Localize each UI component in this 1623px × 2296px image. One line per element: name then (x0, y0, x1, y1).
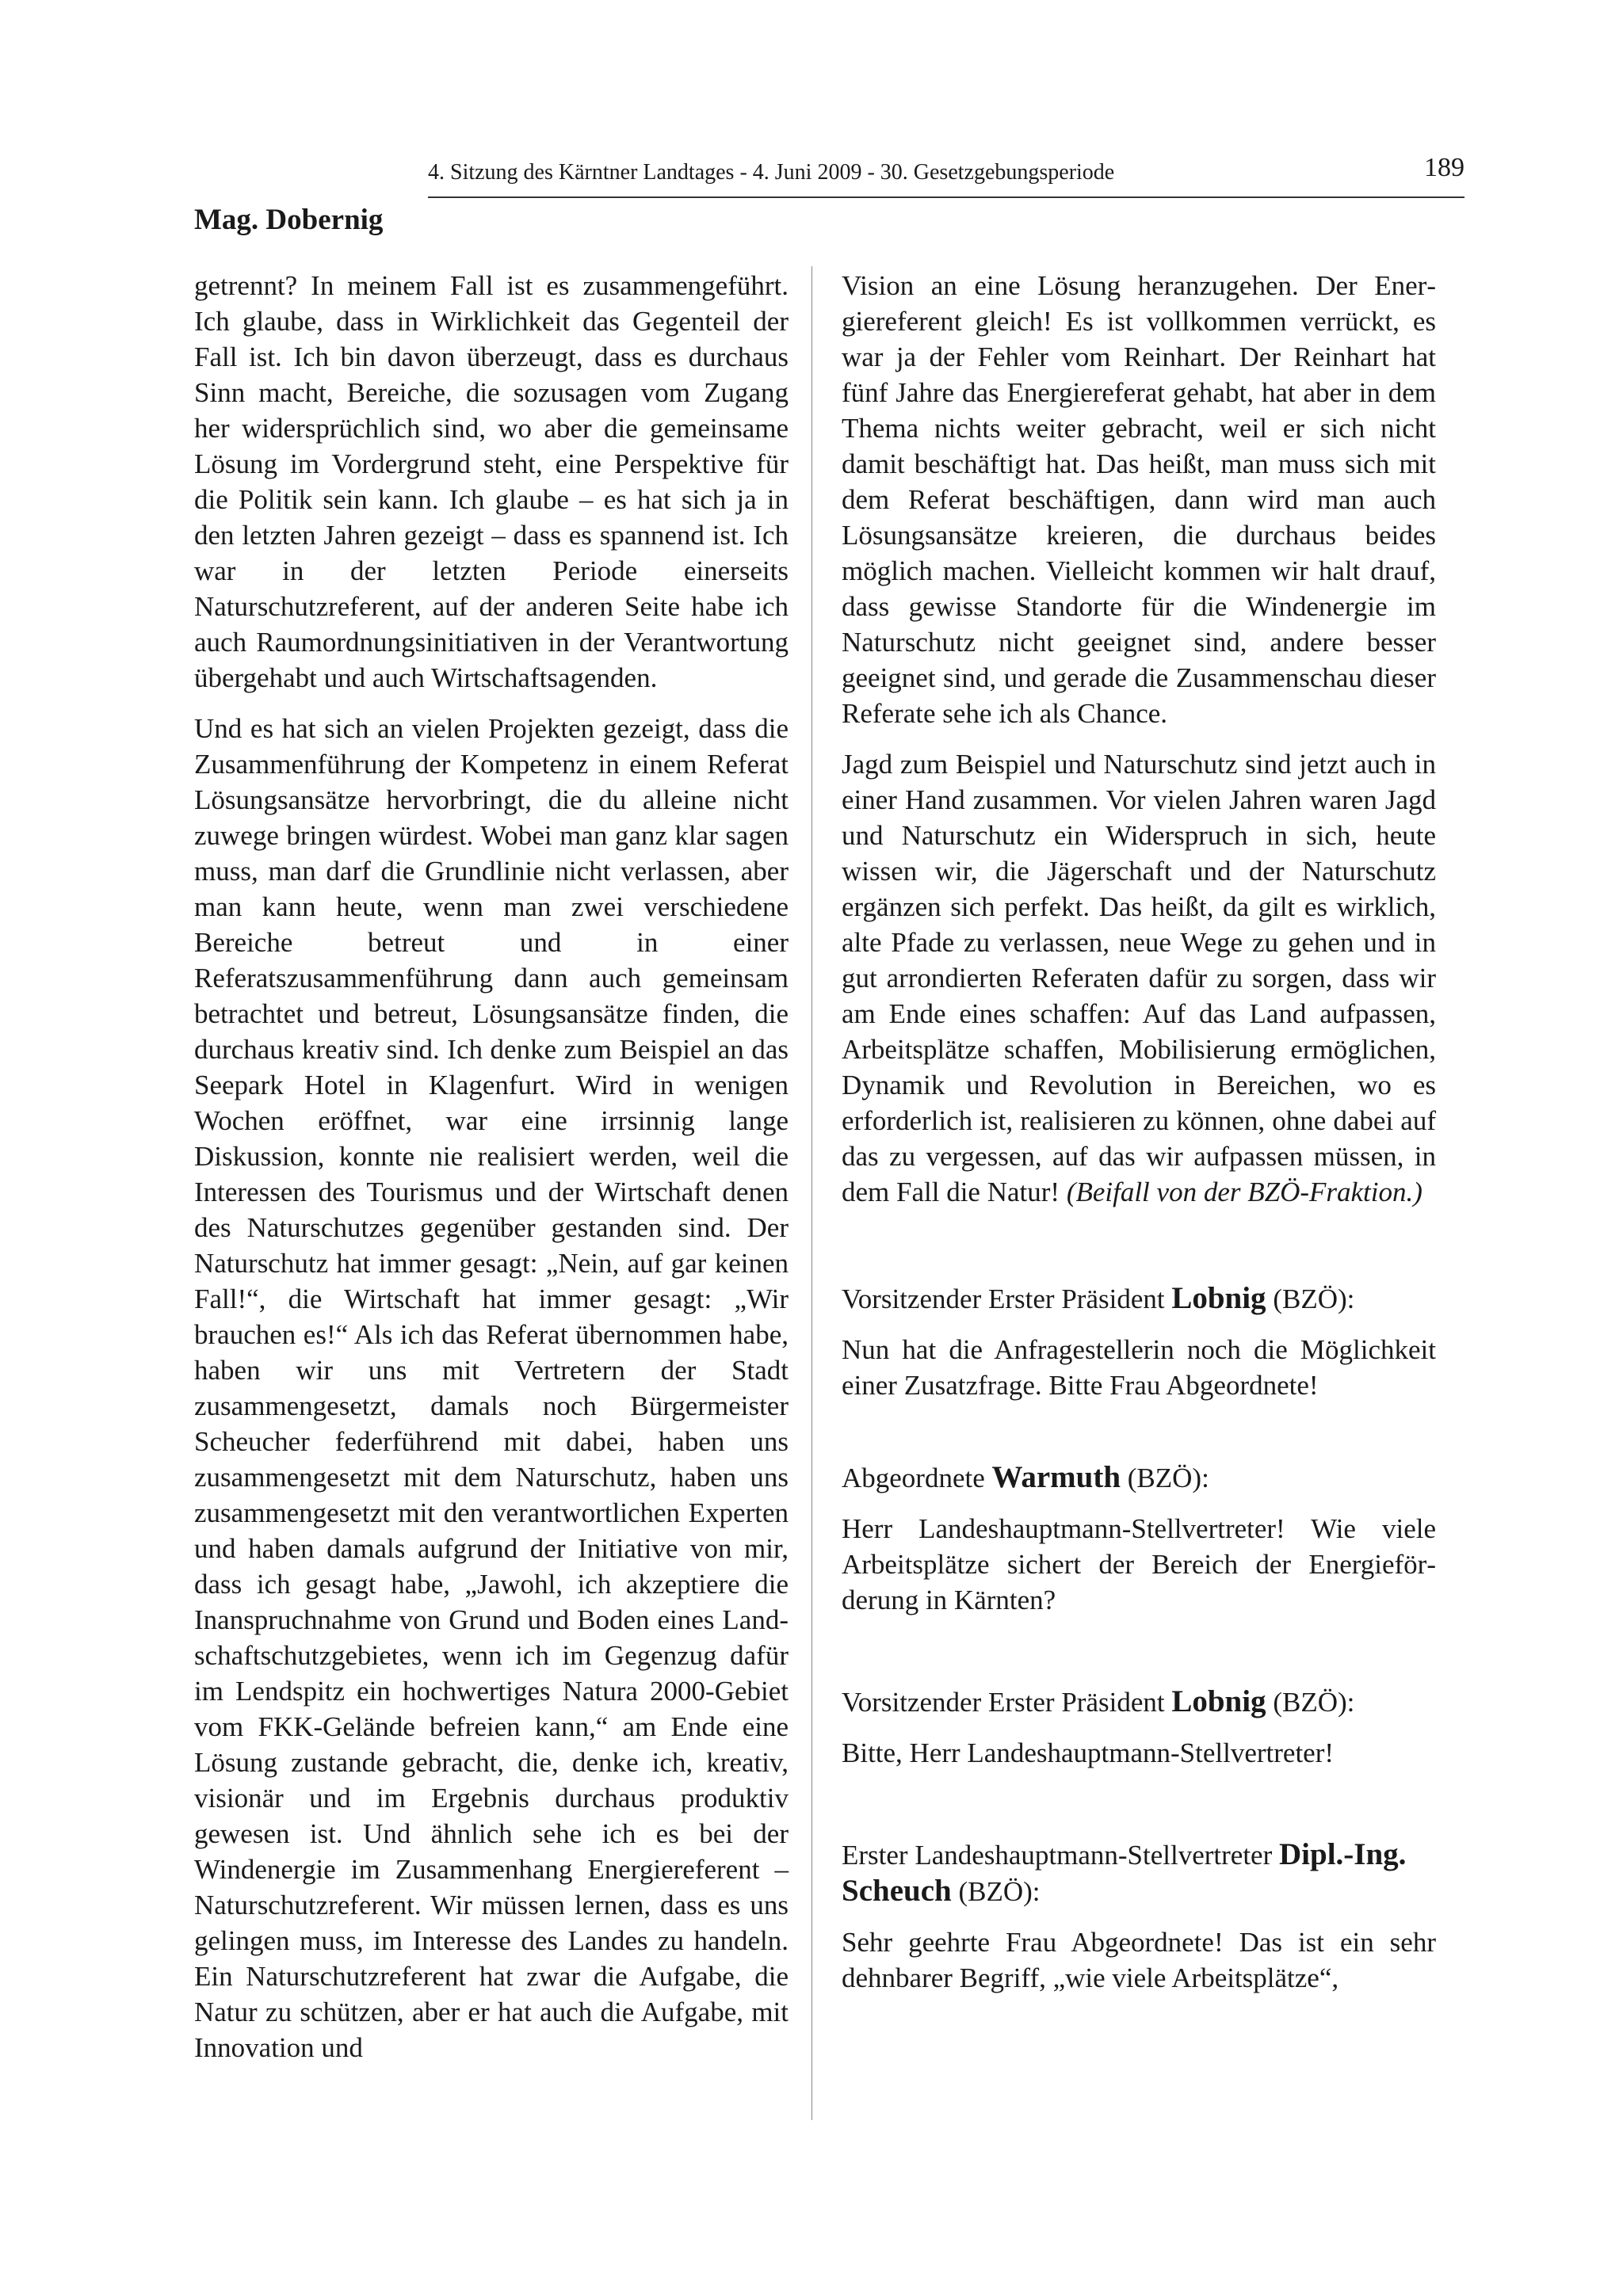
header-title: 4. Sitzung des Kärntner Landtages - 4. Juni 2009 - 30. Gesetzgebungsperiode (428, 160, 1115, 185)
spacer (842, 1225, 1436, 1280)
paragraph-text: Jagd zum Beispiel und Naturschutz sind jetzt auch in einer Hand zusammen. Vor vielen Jahren waren Jagd und Naturschutz ein Widerspruch in sich, heute wissen wir, die Jägerschaft und der Naturschutz ergänzen sich perfekt. Das heißt, da gilt es wirklich, alte Pfade zu verlassen, neue Wege zu gehen und in gut arrondierten Referaten dafür zu sorgen, dass wir am Ende eines schaffen: Auf das Land aufpassen, Arbeitsplätze schaffen, Mobilisierung ermöglichen, Dynamik und Revolution in Bereichen, wo es erforderlich ist, realisieren zu können, ohne dabei auf das zu vergessen, auf das wir aufpassen müssen, in dem Fall die Natur! (842, 749, 1436, 1207)
current-speaker-running-head: Mag. Dobernig (194, 204, 384, 236)
right-column (842, 268, 1436, 2011)
header-rule (428, 196, 1465, 198)
paragraph: Herr Landeshauptmann-Stellvertreter! Wie viele Arbeitsplätze sichert der Bereich der Energieförderung in Kärnten? (842, 1513, 1436, 1615)
speaker-heading (842, 1280, 1436, 1317)
paragraph-text: Vision an eine Lösung heranzugehen. Der Energiereferent gleich! Es ist vollkommen verrückt, es war ja der Fehler vom Reinhart. Der Reinhart hat fünf Jahre das Energiereferat gehabt, hat aber in dem Thema nichts weiter gebracht, weil er sich nicht damit beschäftigt hat. Das heißt, man muss sich mit dem Referat beschäftigen, dann wird man auch Lösungsansätze kreieren, die durchaus beides möglich machen. Vielleicht kommen wir halt drauf, dass gewisse Standorte für die Windenergie im Naturschutz nicht geeignet sind, andere besser geeignet sind, und gerade die Zusammenschau dieser Referate sehe ich als Chance. (842, 270, 1436, 729)
speaker-heading (842, 1836, 1436, 1909)
speaker-name: Lobnig (1171, 1281, 1266, 1315)
speaker-role: Vorsitzender Erster Präsident (842, 1283, 1165, 1314)
speaker-name: Dipl.-Ing. Scheuch (842, 1837, 1407, 1908)
speaker-heading (842, 1459, 1436, 1496)
paragraph (842, 268, 1436, 731)
speaker-party: (BZÖ): (1273, 1687, 1355, 1718)
speaker-party: (BZÖ): (1127, 1463, 1209, 1493)
speaker-name: Warmuth (991, 1460, 1121, 1494)
paragraph: Nun hat die Anfragestellerin noch die Möglichkeit einer Zusatzfrage. Bitte Frau Abgeordnete! (842, 1334, 1436, 1401)
paragraph: getrennt? In meinem Fall ist es zusammengeführt. Ich glaube, dass in Wirklichkeit das Gegenteil der Fall ist. Ich bin davon überzeugt, dass es durchaus Sinn macht, Bereiche, die sozusagen vom Zugang her widersprüchlich sind, wo aber die gemeinsame Lösung im Vordergrund steht, eine Perspektive für die Politik sein kann. Ich glaube – es hat sich ja in den letzten Jahren gezeigt – dass es spannend ist. Ich war in der letzten Periode einerseits Naturschutzreferent, auf der anderen Seite habe ich auch Raumordnungsinitiativen in der Verantwortung übergehabt und auch Wirtschaftsagenden. (194, 270, 789, 693)
spacer (842, 1633, 1436, 1684)
paragraph: Sehr geehrte Frau Abgeordnete! Das ist ein sehr dehnbarer Begriff, „wie viele Arbeitsplätze“, (842, 1927, 1436, 1993)
spacer (842, 1418, 1436, 1459)
speaker-role: Vorsitzender Erster Präsident (842, 1687, 1165, 1718)
paragraph: Und es hat sich an vielen Projekten gezeigt, dass die Zusammenführung der Kompetenz in einem Referat Lösungsansätze hervorbringt, die du alleine nicht zuwege bringen würdest. Wobei man ganz klar sagen muss, man darf die Grundlinie nicht verlassen, aber man kann heute, wenn man zwei verschiedene Bereiche betreut und in einer Referatszusammenführung dann auch gemeinsam betrachtet und betreut, Lösungsansätze finden, die durchaus kreativ sind. Ich denke zum Beispiel an das Seepark Hotel in Klagenfurt. Wird in wenigen Wochen eröffnet, war eine irrsinnig lange Diskussion, konnte nie realisiert werden, weil die Interessen des Tourismus und der Wirtschaft denen des Naturschutzes gegenüber gestanden sind. Der Naturschutz hat immer gesagt: „Nein, auf gar keinen Fall!“, die Wirtschaft hat immer gesagt: „Wir brauchen es!“ Als ich das Referat übernommen habe, haben wir uns mit Vertretern der Stadt zusammengesetzt, damals noch Bürgermeister Scheucher federführend mit dabei, haben uns zusammengesetzt mit dem Naturschutz, haben uns zusammengesetzt mit den verantwortlichen Experten und haben damals aufgrund der Initiative von mir, dass ich gesagt habe, „Jawohl, ich akzeptiere die Inanspruchnahme von Grund und Boden eines Landschaftschutzgebietes, wenn ich im Gegenzug dafür im Lendspitz ein hochwertiges Natura 2000-Gebiet vom FKK-Gelände befreien kann,“ am Ende eine Lösung zustande gebracht, die, denke ich, kreativ, visionär und im Ergebnis durchaus produktiv gewesen ist. Und ähnlich sehe ich es bei der Windenergie im Zusammenhang Energiereferent – Naturschutzreferent. Wir müssen lernen, dass es uns gelingen muss, im Interesse des Landes zu handeln. Ein Naturschutzreferent hat zwar die Aufgabe, die Natur zu schützen, aber er hat auch die Aufgabe, mit Innovation und (194, 713, 789, 2063)
spacer (842, 1786, 1436, 1836)
page-number: 189 (1424, 153, 1465, 182)
paragraph (842, 746, 1436, 1210)
speaker-party: (BZÖ): (958, 1876, 1041, 1907)
speaker-party: (BZÖ): (1273, 1283, 1355, 1314)
speaker-role: Abgeordnete (842, 1463, 985, 1493)
left-column (194, 268, 789, 2081)
speaker-role: Erster Landeshauptmann-Stellvertreter (842, 1840, 1273, 1871)
paragraph: Bitte, Herr Landeshauptmann-Stellvertreter! (842, 1737, 1335, 1768)
speaker-name: Lobnig (1171, 1684, 1266, 1718)
speaker-heading (842, 1684, 1436, 1720)
applause-note: (Beifall von der BZÖ-Fraktion.) (1066, 1177, 1423, 1207)
